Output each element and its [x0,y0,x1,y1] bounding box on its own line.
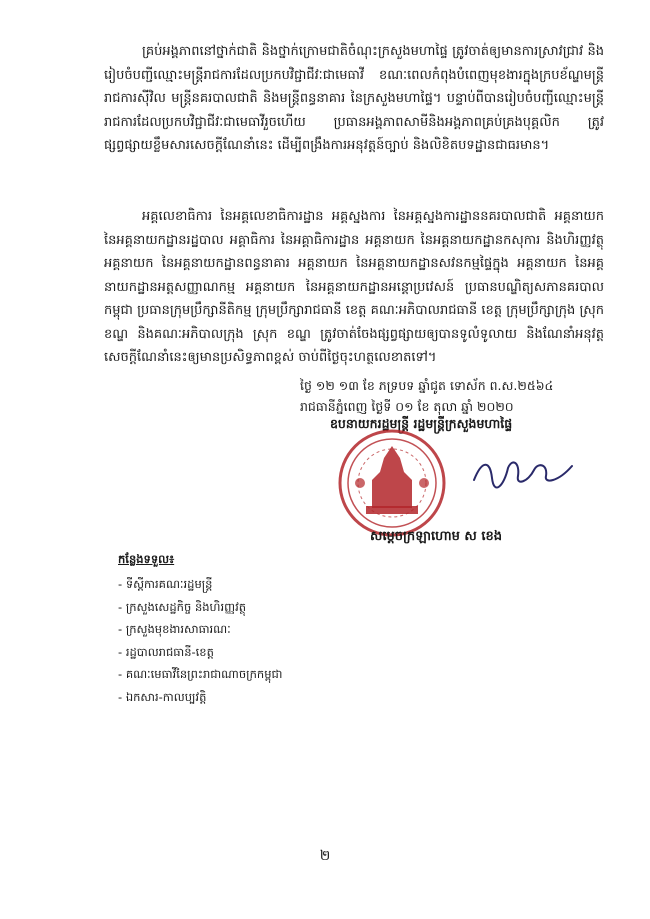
lunar-date: ថ្ងៃ ១២ ១៣ ខែ ភទ្របទ ឆ្នាំជូត ទោស័ក ព.ស.២៥៦៤ [300,378,554,393]
recipient-item: - ឯកសារ-កាលប្បវត្តិ [118,686,378,709]
handwritten-signature-icon [468,452,578,492]
recipients-block [118,552,378,708]
body-paragraph-1: គ្រប់អង្គភាពនៅថ្នាក់ជាតិ និងថ្នាក់ក្រោមជាតិចំណុះក្រសួងមហាផ្ទៃ ត្រូវចាត់ឲ្យមានការស្រាវជ្រាវ និងរៀបចំបញ្ជីឈ្មោះមន្ត្រីរាជការដែលប្រកបវិជ្ជាជីវៈជាមេធាវី ខណៈពេលកំពុងបំពេញមុខងារក្នុងក្របខ័ណ្ឌមន្ត្រីរាជការស៊ីវិល មន្ត្រីនគរបាលជាតិ និងមន្ត្រីពន្ធនាគារ នៃក្រសួងមហាផ្ទៃ។ បន្ទាប់ពីបានរៀបចំបញ្ជីឈ្មោះមន្ត្រីរាជការដែលប្រកបវិជ្ជាជីវៈជាមេធាវីរួចហើយ ប្រធានអង្គភាពសាមីនិងអង្គភាពគ្រប់គ្រងបុគ្គលិក ត្រូវផ្សព្វផ្សាយខ្លឹមសារសេចក្តីណែនាំនេះ ដើម្បីពង្រឹងការអនុវត្តន៍ច្បាប់ និងលិខិតបទដ្ឋានជាធរមាន។ [104,44,604,153]
recipient-item: - ក្រសួងសេដ្ឋកិច្ច និងហិរញ្ញវត្ថុ [118,596,378,619]
recipient-item: - គណៈមេធាវីនៃព្រះរាជាណាចក្រកម្ពុជា [118,663,378,686]
recipients-list [118,573,378,708]
page-number: ២ [319,848,331,864]
recipient-item: - រដ្ឋបាលរាជធានី-ខេត្ត [118,641,378,664]
signatory-name: សម្តេចក្រឡាហោម ស ខេង [370,529,502,544]
solar-date: រាជធានីភ្នំពេញ ថ្ងៃទី ០១ ខែ តុលា ឆ្នាំ ២០២០ [300,399,514,414]
body-paragraph-2: អគ្គលេខាធិការ នៃអគ្គលេខាធិការដ្ឋាន អគ្គស្នងការ នៃអគ្គស្នងការដ្ឋាននគរបាលជាតិ អគ្គនាយក នៃអគ្គនាយកដ្ឋានរដ្ឋបាល អគ្គាធិការ នៃអគ្គាធិការដ្ឋាន អគ្គនាយក នៃអគ្គនាយកដ្ឋានកសុការ និងហិរញ្ញវត្ថុ អគ្គនាយក នៃអគ្គនាយកដ្ឋានពន្ធនាគារ អគ្គនាយក នៃអគ្គនាយកដ្ឋានសវនកម្មផ្ទៃក្នុង អគ្គនាយក នៃអគ្គនាយកដ្ឋានអត្តសញ្ញាណកម្ម អគ្គនាយក នៃអគ្គនាយកដ្ឋានអន្តោប្រវេសន៍ ប្រធានបណ្ឌិត្យសភានគរបាលកម្ពុជា ប្រធានក្រុមប្រឹក្សានីតិកម្ម ក្រុមប្រឹក្សារាជធានី ខេត្ត គណៈអភិបាលរាជធានី ខេត្ត ក្រុមប្រឹក្សាក្រុង ស្រុក ខណ្ឌ និងគណៈអភិបាលក្រុង ស្រុក ខណ្ឌ ត្រូវចាត់ចែងផ្សព្វផ្សាយឲ្យបានទូលំទូលាយ និងណែនាំអនុវត្តសេចក្តីណែនាំនេះឲ្យមានប្រសិទ្ធភាពខ្ពស់ ចាប់ពីថ្ងៃចុះហត្ថលេខាតទៅ។ [104,209,604,365]
official-seal-icon [322,428,462,538]
recipients-heading: កន្លែងទទួល៖ [118,552,175,566]
recipient-item: - ក្រសួងមុខងារសាធារណៈ [118,618,378,641]
recipient-item: - ទីស្តីការគណៈរដ្ឋមន្ត្រី [118,573,378,596]
signatory-title: ឧបនាយករដ្ឋមន្ត្រី រដ្ឋមន្ត្រីក្រសួងមហាផ្ទៃ [330,416,513,431]
